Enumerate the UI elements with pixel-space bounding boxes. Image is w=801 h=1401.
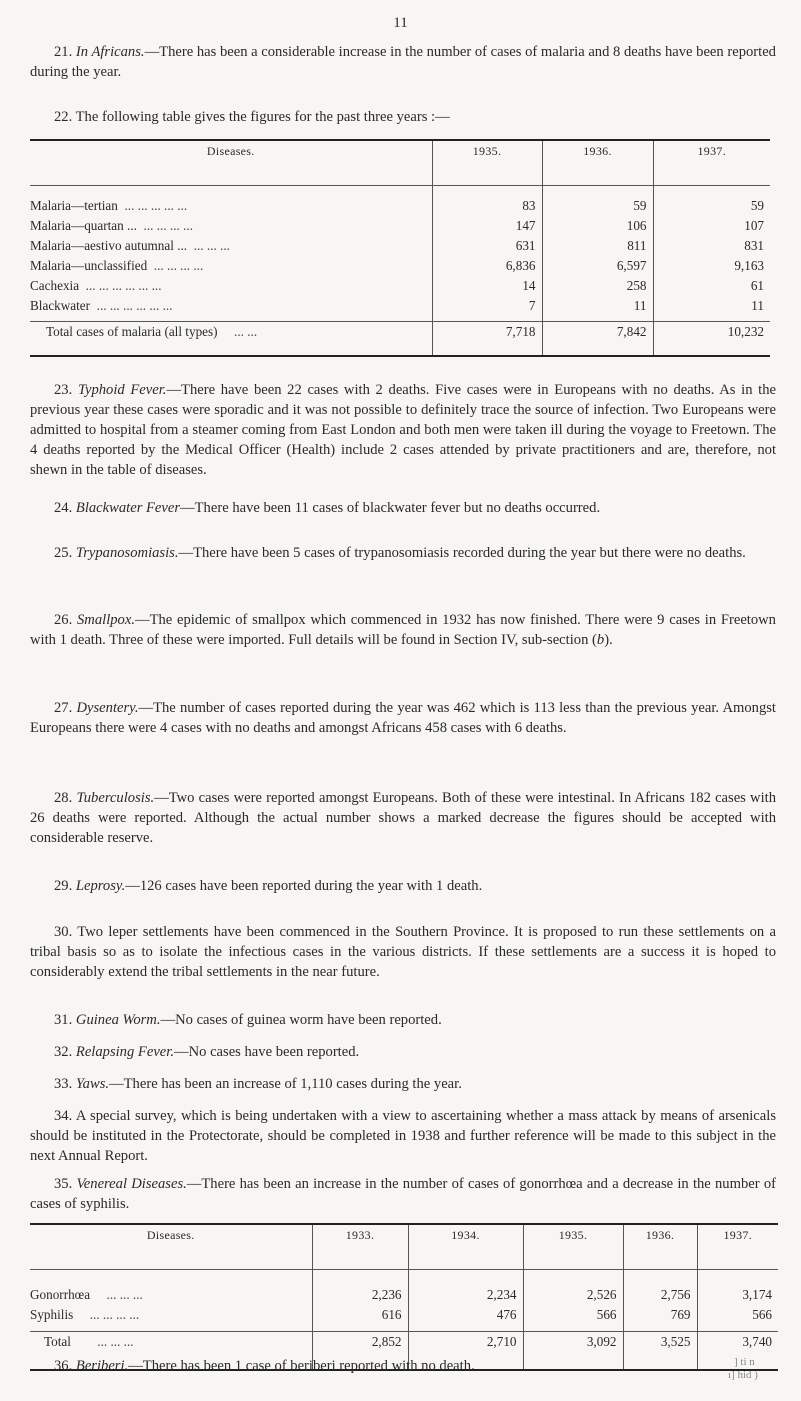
para-title: Tuberculosis.	[76, 790, 155, 806]
para-title: Blackwater Fever	[75, 500, 181, 516]
row-label: Blackwater ... ... ... ... ... ...	[30, 297, 173, 313]
cell-1936: 11	[542, 296, 653, 322]
para-number: 22.	[54, 109, 73, 125]
cell-1933: 616	[312, 1305, 408, 1332]
para-number: 36.	[54, 1358, 73, 1374]
paragraph-22	[30, 107, 776, 127]
cell-1937: 566	[697, 1305, 778, 1332]
para-text: —No cases of guinea worm have been reported.	[160, 1012, 442, 1028]
para-title: Trypanosomiasis.	[75, 545, 179, 561]
para-text: A special survey, which is being undertaken with a view to ascertaining whether a mass attack by means of arsenicals should be instituted in the Protectorate, should be completed in 1938 and further reference will be made to this subject in the next Annual Report.	[30, 1108, 777, 1164]
cell-1935: 6,836	[432, 256, 542, 276]
para-text: Two leper settlements have been commenced in the Southern Province. It is proposed to run these settlements on a tribal basis so as to isolate the infectious cases in the various districts. If these settlements are a success it is hoped to considerably extend the tribal settlements in the near future.	[30, 924, 776, 980]
paragraph-21	[30, 42, 776, 82]
row-label: Malaria—quartan ... ... ... ... ...	[30, 217, 193, 233]
paragraph-28	[30, 788, 776, 848]
para-number: 34.	[54, 1108, 73, 1124]
paragraph-35	[30, 1174, 776, 1214]
cell-1935: 7,718	[432, 322, 542, 356]
header-cell: Diseases.	[30, 140, 432, 186]
para-text: —126 cases have been reported during the year with 1 death.	[125, 878, 483, 894]
cell-1937: 10,232	[653, 322, 770, 356]
cell-1936: 2,756	[623, 1270, 697, 1305]
para-text: The following table gives the figures for the past three years :—	[75, 109, 450, 125]
para-number: 33.	[54, 1076, 73, 1092]
cell-1936: 811	[542, 236, 653, 256]
row-label: Malaria—aestivo autumnal ... ... ... ...	[30, 237, 230, 253]
cell-1937: 61	[653, 276, 770, 296]
paragraph-36	[30, 1356, 710, 1376]
para-title: Yaws.	[75, 1076, 110, 1092]
para-number: 32.	[54, 1044, 73, 1060]
para-number: 23.	[54, 382, 73, 398]
para-title: Dysentery.	[76, 700, 139, 716]
cell-1937: 831	[653, 236, 770, 256]
cell-1934: 2,710	[408, 1332, 523, 1370]
para-number: 21.	[54, 44, 73, 60]
para-title: Beriberi.	[75, 1358, 129, 1374]
table-row	[30, 296, 770, 322]
para-title: Guinea Worm.	[75, 1012, 161, 1028]
venereal-table	[30, 1223, 778, 1371]
cell-1936: 59	[542, 186, 653, 216]
row-label: Malaria—tertian ... ... ... ... ...	[30, 197, 188, 213]
cell-1937: 3,174	[697, 1270, 778, 1305]
header-cell: 1936.	[542, 140, 653, 186]
table-row	[30, 256, 770, 276]
para-title: Venereal Diseases.	[76, 1176, 187, 1192]
row-label: Cachexia ... ... ... ... ... ...	[30, 277, 162, 293]
cell-1935: 2,526	[523, 1270, 623, 1305]
paragraph-23	[30, 380, 776, 480]
table-row	[30, 276, 770, 296]
cell-1935: 631	[432, 236, 542, 256]
para-text: —There have been 11 cases of blackwater fever but no deaths occurred.	[180, 500, 601, 516]
cell-1936: 769	[623, 1305, 697, 1332]
para-number: 29.	[54, 878, 73, 894]
para-text: —There have been 5 cases of trypanosomiasis recorded during the year but there were no deaths.	[178, 545, 746, 561]
cell-1933: 2,852	[312, 1332, 408, 1370]
table-header-row	[30, 140, 770, 186]
paragraph-29	[30, 876, 776, 896]
para-number: 25.	[54, 545, 73, 561]
para-number: 31.	[54, 1012, 73, 1028]
paragraph-26	[30, 610, 776, 650]
cell-1936: 258	[542, 276, 653, 296]
header-cell: 1935.	[523, 1224, 623, 1270]
paragraph-33	[30, 1074, 776, 1094]
para-number: 26.	[54, 612, 73, 628]
cell-1936: 3,525	[623, 1332, 697, 1370]
para-number: 30.	[54, 924, 73, 940]
cell-1935: 3,092	[523, 1332, 623, 1370]
cell-1936: 6,597	[542, 256, 653, 276]
header-cell: 1937.	[653, 140, 770, 186]
paragraph-34	[30, 1106, 776, 1166]
cell-1935: 83	[432, 186, 542, 216]
table-row	[30, 216, 770, 236]
paragraph-27	[30, 698, 776, 738]
cell-1933: 2,236	[312, 1270, 408, 1305]
table-row	[30, 236, 770, 256]
paragraph-24	[30, 498, 776, 518]
cell-1934: 476	[408, 1305, 523, 1332]
para-text: —There has been an increase of 1,110 cases during the year.	[109, 1076, 462, 1092]
para-title: Typhoid Fever.	[77, 382, 167, 398]
para-number: 24.	[54, 500, 73, 516]
para-number: 28.	[54, 790, 73, 806]
cell-1936: 7,842	[542, 322, 653, 356]
cell-1935: 14	[432, 276, 542, 296]
row-label: Syphilis ... ... ... ...	[30, 1306, 140, 1322]
table-total-row	[30, 322, 770, 356]
malaria-table	[30, 139, 770, 357]
table-row	[30, 1270, 778, 1305]
cell-1934: 2,234	[408, 1270, 523, 1305]
cell-1935: 147	[432, 216, 542, 236]
cell-1935: 566	[523, 1305, 623, 1332]
para-text: —No cases have been reported.	[173, 1044, 360, 1060]
para-text: —The number of cases reported during the year was 462 which is 113 less than the previous year. Amongst Europeans there were 4 cases with no deaths and amongst Africans 458 cases with 6 deaths.	[30, 700, 776, 736]
para-title: Relapsing Fever.	[75, 1044, 174, 1060]
page-number: 11	[393, 15, 408, 31]
header-cell: 1936.	[623, 1224, 697, 1270]
table-row	[30, 186, 770, 216]
paragraph-32	[30, 1042, 776, 1062]
cell-1935: 7	[432, 296, 542, 322]
para-title: Leprosy.	[75, 878, 126, 894]
margin-mark: ] ti n	[734, 1356, 755, 1368]
cell-1936: 106	[542, 216, 653, 236]
para-text-italic: b	[596, 632, 605, 648]
header-cell: 1934.	[408, 1224, 523, 1270]
para-text: —There has been an increase in the number of cases of gonorrhœa and a decrease in the number of cases of syphilis.	[30, 1176, 776, 1212]
cell-1937: 107	[653, 216, 770, 236]
para-title: Smallpox.	[77, 612, 135, 628]
row-label: Malaria—unclassified ... ... ... ...	[30, 257, 204, 273]
margin-mark: ı] hid )	[728, 1369, 758, 1381]
para-text: —There has been 1 case of beriberi reported with no death.	[128, 1358, 475, 1374]
cell-1937: 11	[653, 296, 770, 322]
para-title: In Africans.	[75, 44, 145, 60]
row-label: Total cases of malaria (all types) ... ...	[30, 322, 432, 356]
para-number: 27.	[54, 700, 73, 716]
para-text: —There has been a considerable increase in the number of cases of malaria and 8 deaths have been reported during the year.	[30, 44, 776, 80]
header-cell: 1935.	[432, 140, 542, 186]
header-cell: Diseases.	[30, 1224, 312, 1270]
cell-1937: 3,740	[697, 1332, 778, 1370]
table-row	[30, 1305, 778, 1332]
header-cell: 1933.	[312, 1224, 408, 1270]
paragraph-25	[30, 543, 776, 563]
para-number: 35.	[54, 1176, 73, 1192]
table-header-row	[30, 1224, 778, 1270]
para-text: —The epidemic of smallpox which commenced in 1932 has now finished. There were 9 cases in Freetown with 1 death. Three of these were imported. Full details will be found in Section IV, sub-section (	[30, 612, 776, 648]
header-cell: 1937.	[697, 1224, 778, 1270]
row-label: Total ... ... ...	[30, 1332, 312, 1370]
cell-1937: 9,163	[653, 256, 770, 276]
para-text: —There have been 22 cases with 2 deaths. Five cases were in Europeans with no deaths. As in the previous year these cases were sporadic and it was not possible to definitely trace the source of infection. Two Europeans were admitted to hospital from a steamer coming from East London and both men were taken ill during the voyage to Freetown. The 4 deaths reported by the Medical Officer (Health) include 2 cases attended by private practitioners and are, therefore, not shewn in the table of diseases.	[30, 382, 777, 478]
row-label: Gonorrhœa ... ... ...	[30, 1286, 143, 1302]
paragraph-30	[30, 922, 776, 982]
para-text: —Two cases were reported amongst Europeans. Both of these were intestinal. In Africans 182 cases with 26 deaths were reported. Although the actual number shows a marked decrease the figures should be accepted with considerable reserve.	[30, 790, 776, 846]
para-text: ).	[604, 632, 613, 648]
cell-1937: 59	[653, 186, 770, 216]
paragraph-31	[30, 1010, 776, 1030]
